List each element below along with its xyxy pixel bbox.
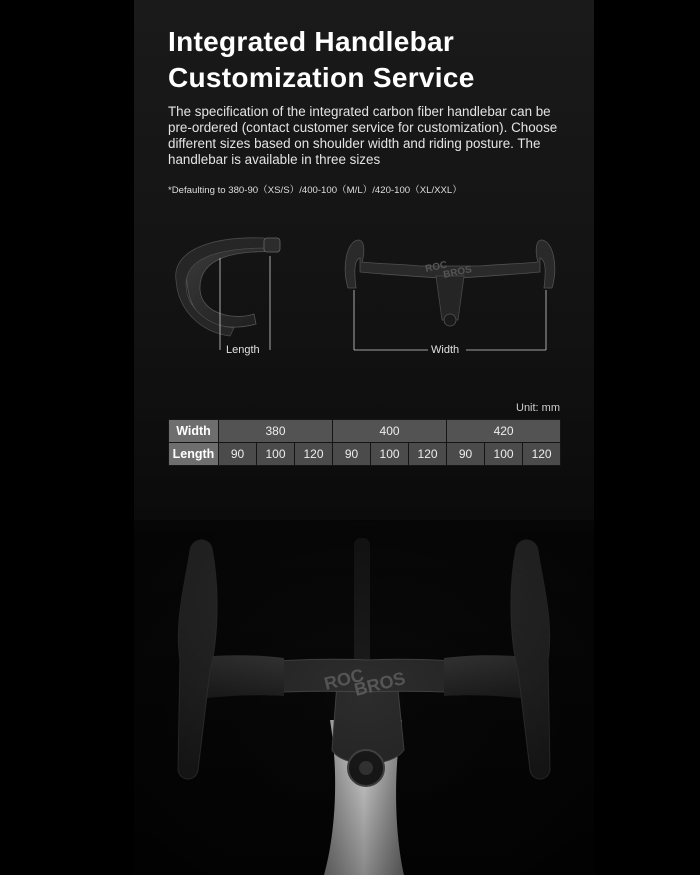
size-spec-table [168,419,561,466]
length-cell: 120 [409,443,447,466]
length-dimension-label: Length [226,344,260,356]
length-cell: 100 [485,443,523,466]
length-cell: 120 [523,443,561,466]
page-title [168,24,588,96]
handlebar-product-photo [134,520,594,875]
svg-text:ROC: ROC [424,259,449,275]
default-size-note: *Defaulting to 380-90（XS/S）/400-100（M/L）/420-100（XL/XXL） [168,185,462,196]
length-cell: 90 [447,443,485,466]
width-row-header: Width [169,420,219,443]
handlebar-side-view-image [168,228,288,358]
handlebar-front-view-image [340,228,560,358]
unit-label: Unit: mm [516,402,560,414]
width-dimension-label: Width [431,344,460,356]
length-cell: 100 [371,443,409,466]
title-line-2: Customization Service [168,62,475,93]
width-cell: 420 [447,420,561,443]
length-row [169,443,561,466]
width-cell: 400 [333,420,447,443]
width-row [169,420,561,443]
product-description: The specification of the integrated carbon fiber handlebar can be pre-ordered (contact customer service for customization). Choose different sizes based on shoulder width and riding posture. The handlebar is available in three sizes [168,104,558,167]
width-cell: 380 [219,420,333,443]
length-cell: 120 [295,443,333,466]
svg-text:BROS: BROS [442,264,473,281]
length-cell: 90 [219,443,257,466]
length-cell: 90 [333,443,371,466]
length-row-header: Length [169,443,219,466]
length-cell: 100 [257,443,295,466]
title-line-1: Integrated Handlebar [168,26,455,57]
